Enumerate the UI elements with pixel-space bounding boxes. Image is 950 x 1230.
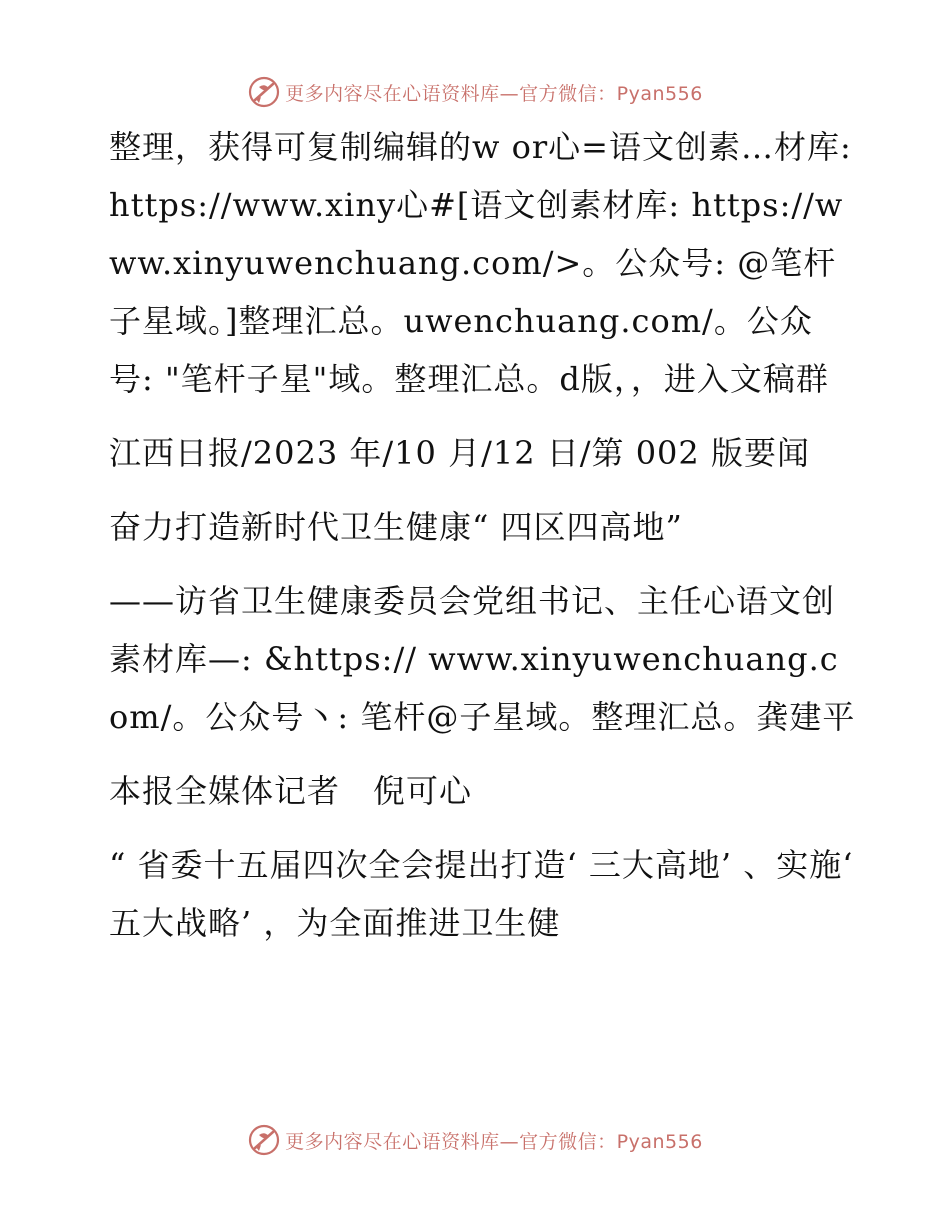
header-banner-text: 更多内容尽在心语资料库—官方微信：Pyan556 bbox=[285, 82, 703, 105]
body-paragraph: “ 省委十五届四次全会提出打造‘ 三大高地’ 、实施‘ 五大战略’ ，为全面推进卫生健 bbox=[109, 846, 854, 942]
document-body bbox=[97, 118, 857, 968]
dateline: 江西日报/2023 年/10 月/12 日/第 002 版要闻 bbox=[109, 434, 810, 472]
brand-logo-icon bbox=[247, 75, 281, 109]
brand-logo-icon bbox=[247, 1123, 281, 1157]
article-headline: 奋力打造新时代卫生健康“ 四区四高地” bbox=[109, 508, 683, 546]
header-watermark-banner bbox=[0, 72, 950, 112]
footer-watermark-banner bbox=[0, 1120, 950, 1160]
article-subheadline: ——访省卫生健康委员会党组书记、主任心语文创素材库—: &https:// www.xinyuwenchuang.com/。公众号丶: 笔杆@子星域。整理汇总。龚建平 bbox=[109, 582, 856, 736]
byline: 本报全媒体记者 倪可心 bbox=[109, 772, 473, 810]
footer-banner-text: 更多内容尽在心语资料库—官方微信：Pyan556 bbox=[285, 1130, 703, 1153]
intro-paragraph: 整理，获得可复制编辑的w or心=语文创素…材库: https://www.xiny心#[语文创素材库: https://www.xinyuwenchuang.com/>。公众号: @笔杆子星域。]整理汇总。uwenchuang.com/。公众号: "笔杆子星"域。整理汇总。d版，，进入文稿群 bbox=[109, 128, 852, 398]
